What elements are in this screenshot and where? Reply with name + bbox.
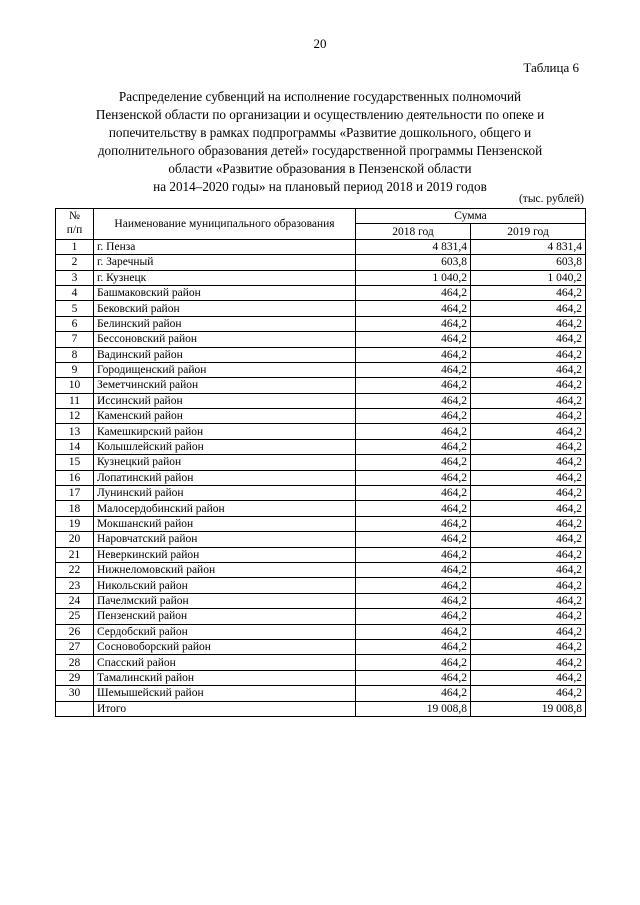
row-number-cell: 1 [56, 239, 94, 254]
title-line: Пензенской области по организации и осуществлению деятельности по опеке и [95, 107, 545, 122]
municipality-name-cell: Лунинский район [94, 486, 356, 501]
row-number-cell: 15 [56, 455, 94, 470]
header-name: Наименование муниципального образования [94, 209, 356, 240]
table-row [56, 532, 586, 547]
table-row [56, 301, 586, 316]
amount-2019-cell: 464,2 [471, 455, 586, 470]
amount-2019-cell: 464,2 [471, 547, 586, 562]
municipality-name-cell: Сосновоборский район [94, 639, 356, 654]
row-number-cell: 7 [56, 332, 94, 347]
row-number-cell: 19 [56, 516, 94, 531]
municipality-name-cell: Сердобский район [94, 624, 356, 639]
header-number-abbr: п/п [66, 224, 83, 236]
header-row-number [56, 209, 94, 240]
table-header [56, 209, 586, 240]
row-number-cell: 26 [56, 624, 94, 639]
table-row [56, 409, 586, 424]
amount-2019-cell: 464,2 [471, 393, 586, 408]
amount-2018-cell: 464,2 [356, 332, 471, 347]
table-body [56, 239, 586, 716]
table-row [56, 332, 586, 347]
amount-2018-cell: 464,2 [356, 532, 471, 547]
amount-2018-cell: 464,2 [356, 439, 471, 454]
municipality-name-cell: г. Заречный [94, 255, 356, 270]
amount-2019-cell: 464,2 [471, 562, 586, 577]
municipality-name-cell: Неверкинский район [94, 547, 356, 562]
amount-2018-cell: 464,2 [356, 624, 471, 639]
amount-2018-cell: 464,2 [356, 609, 471, 624]
municipality-name-cell: Земетчинский район [94, 378, 356, 393]
table-row [56, 639, 586, 654]
amount-2018-cell: 464,2 [356, 547, 471, 562]
amount-2019-cell: 464,2 [471, 609, 586, 624]
municipality-name-cell: Белинский район [94, 316, 356, 331]
row-number-cell: 29 [56, 670, 94, 685]
row-number-cell: 4 [56, 285, 94, 300]
amount-2019-cell: 464,2 [471, 501, 586, 516]
row-number-cell: 13 [56, 424, 94, 439]
municipality-name-cell: г. Пенза [94, 239, 356, 254]
municipality-name-cell: Кузнецкий район [94, 455, 356, 470]
amount-2018-cell: 464,2 [356, 378, 471, 393]
municipality-name-cell: Иссинский район [94, 393, 356, 408]
amount-2018-cell: 464,2 [356, 424, 471, 439]
municipality-name-cell: Бессоновский район [94, 332, 356, 347]
amount-2019-cell: 464,2 [471, 301, 586, 316]
amount-2019-cell: 464,2 [471, 362, 586, 377]
row-number-cell [56, 701, 94, 716]
amount-2018-cell: 603,8 [356, 255, 471, 270]
table-row [56, 393, 586, 408]
amount-2019-cell: 464,2 [471, 670, 586, 685]
municipality-name-cell: Камешкирский район [94, 424, 356, 439]
amount-2018-cell: 464,2 [356, 347, 471, 362]
title-line: области «Развитие образования в Пензенской области [168, 161, 472, 176]
row-number-cell: 14 [56, 439, 94, 454]
row-number-cell: 17 [56, 486, 94, 501]
municipality-name-cell: Городищенский район [94, 362, 356, 377]
municipality-name-cell: Мокшанский район [94, 516, 356, 531]
row-number-cell: 30 [56, 686, 94, 701]
amount-2018-cell: 464,2 [356, 316, 471, 331]
amount-2018-cell: 464,2 [356, 393, 471, 408]
row-number-cell: 6 [56, 316, 94, 331]
table-label: Таблица 6 [523, 60, 579, 75]
amount-2018-cell: 464,2 [356, 501, 471, 516]
municipality-name-cell: Вадинский район [94, 347, 356, 362]
amount-2019-cell: 464,2 [471, 285, 586, 300]
row-number-cell: 28 [56, 655, 94, 670]
amount-2019-cell: 464,2 [471, 686, 586, 701]
table-row [56, 424, 586, 439]
amount-2018-cell: 464,2 [356, 470, 471, 485]
amount-2018-cell: 464,2 [356, 516, 471, 531]
total-row [56, 701, 586, 716]
table-row [56, 670, 586, 685]
row-number-cell: 2 [56, 255, 94, 270]
table-row [56, 593, 586, 608]
row-number-cell: 12 [56, 409, 94, 424]
amount-2019-cell: 4 831,4 [471, 239, 586, 254]
row-number-cell: 21 [56, 547, 94, 562]
municipality-name-cell: Башмаковский район [94, 285, 356, 300]
table-row [56, 239, 586, 254]
table-row [56, 270, 586, 285]
municipality-name-cell: Наровчатский район [94, 532, 356, 547]
municipality-name-cell: Шемышейский район [94, 686, 356, 701]
municipality-name-cell: Тамалинский район [94, 670, 356, 685]
amount-2018-cell: 4 831,4 [356, 239, 471, 254]
row-number-cell: 5 [56, 301, 94, 316]
header-year-2018: 2018 год [356, 224, 471, 239]
row-number-cell: 9 [56, 362, 94, 377]
municipality-name-cell: Нижнеломовский район [94, 562, 356, 577]
table-row [56, 609, 586, 624]
table-row [56, 686, 586, 701]
amount-2018-cell: 1 040,2 [356, 270, 471, 285]
row-number-cell: 23 [56, 578, 94, 593]
amount-2019-cell: 19 008,8 [471, 701, 586, 716]
amount-2018-cell: 19 008,8 [356, 701, 471, 716]
municipality-name-cell: Колышлейский район [94, 439, 356, 454]
page-number: 20 [313, 36, 327, 51]
amount-2018-cell: 464,2 [356, 578, 471, 593]
amount-2019-cell: 464,2 [471, 470, 586, 485]
amount-2018-cell: 464,2 [356, 639, 471, 654]
amount-2018-cell: 464,2 [356, 409, 471, 424]
row-number-cell: 20 [56, 532, 94, 547]
header-number-sign: № [69, 210, 80, 222]
row-number-cell: 27 [56, 639, 94, 654]
amount-2019-cell: 464,2 [471, 655, 586, 670]
amount-2019-cell: 464,2 [471, 516, 586, 531]
amount-2018-cell: 464,2 [356, 455, 471, 470]
table-row [56, 516, 586, 531]
amount-2019-cell: 464,2 [471, 578, 586, 593]
row-number-cell: 11 [56, 393, 94, 408]
title-line: Распределение субвенций на исполнение государственных полномочий [118, 89, 522, 104]
table-row [56, 501, 586, 516]
table-row [56, 486, 586, 501]
amount-2019-cell: 464,2 [471, 639, 586, 654]
table-row [56, 378, 586, 393]
table-row [56, 655, 586, 670]
table-row [56, 362, 586, 377]
municipality-name-cell: г. Кузнецк [94, 270, 356, 285]
municipality-name-cell: Итого [94, 701, 356, 716]
municipality-name-cell: Пензенский район [94, 609, 356, 624]
row-number-cell: 10 [56, 378, 94, 393]
amount-2018-cell: 464,2 [356, 362, 471, 377]
subvention-table [55, 208, 586, 717]
table-row [56, 316, 586, 331]
amount-2019-cell: 464,2 [471, 624, 586, 639]
title-line: на 2014–2020 годы» на плановый период 2018 и 2019 годов [153, 179, 487, 194]
amount-2019-cell: 464,2 [471, 316, 586, 331]
row-number-cell: 3 [56, 270, 94, 285]
amount-2019-cell: 464,2 [471, 439, 586, 454]
amount-2018-cell: 464,2 [356, 593, 471, 608]
row-number-cell: 25 [56, 609, 94, 624]
header-year-2019: 2019 год [471, 224, 586, 239]
header-sum: Сумма [356, 209, 586, 224]
municipality-name-cell: Спасский район [94, 655, 356, 670]
amount-2018-cell: 464,2 [356, 486, 471, 501]
title-line: попечительству в рамках подпрограммы «Развитие дошкольного, общего и [108, 125, 532, 140]
amount-2018-cell: 464,2 [356, 562, 471, 577]
table-row [56, 470, 586, 485]
amount-2019-cell: 464,2 [471, 378, 586, 393]
amount-2018-cell: 464,2 [356, 686, 471, 701]
municipality-name-cell: Никольский район [94, 578, 356, 593]
municipality-name-cell: Пачелмский район [94, 593, 356, 608]
table-row [56, 562, 586, 577]
table-row [56, 439, 586, 454]
amount-2018-cell: 464,2 [356, 670, 471, 685]
table-row [56, 624, 586, 639]
amount-2019-cell: 603,8 [471, 255, 586, 270]
amount-2018-cell: 464,2 [356, 301, 471, 316]
row-number-cell: 18 [56, 501, 94, 516]
municipality-name-cell: Малосердобинский район [94, 501, 356, 516]
amount-2019-cell: 464,2 [471, 593, 586, 608]
table-row [56, 255, 586, 270]
amount-2019-cell: 464,2 [471, 347, 586, 362]
units-note: (тыс. рублей) [518, 193, 584, 205]
amount-2019-cell: 464,2 [471, 332, 586, 347]
amount-2018-cell: 464,2 [356, 655, 471, 670]
document-title [55, 88, 585, 196]
municipality-name-cell: Лопатинский район [94, 470, 356, 485]
municipality-name-cell: Бековский район [94, 301, 356, 316]
table-row [56, 347, 586, 362]
amount-2019-cell: 464,2 [471, 486, 586, 501]
table-row [56, 547, 586, 562]
row-number-cell: 8 [56, 347, 94, 362]
amount-2019-cell: 464,2 [471, 532, 586, 547]
row-number-cell: 22 [56, 562, 94, 577]
title-line: дополнительного образования детей» государственной программы Пензенской [97, 143, 543, 158]
municipality-name-cell: Каменский район [94, 409, 356, 424]
table-row [56, 285, 586, 300]
table-row [56, 578, 586, 593]
row-number-cell: 16 [56, 470, 94, 485]
row-number-cell: 24 [56, 593, 94, 608]
amount-2019-cell: 464,2 [471, 409, 586, 424]
amount-2019-cell: 1 040,2 [471, 270, 586, 285]
table-row [56, 455, 586, 470]
amount-2019-cell: 464,2 [471, 424, 586, 439]
amount-2018-cell: 464,2 [356, 285, 471, 300]
